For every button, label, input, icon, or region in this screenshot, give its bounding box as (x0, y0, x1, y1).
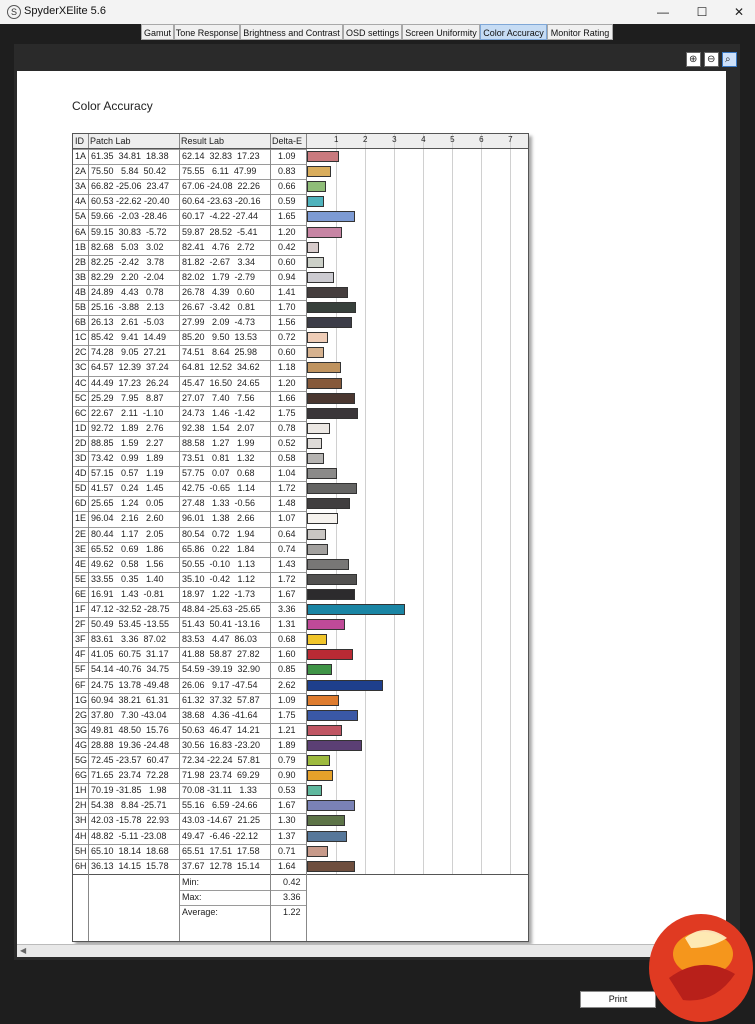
delta-e-bar (307, 468, 337, 479)
cell-patch-lab: 75.50 5.84 50.42 (91, 166, 167, 177)
cell-delta-e: 1.20 (278, 377, 296, 388)
cell-delta-e: 1.75 (278, 709, 296, 720)
column-divider (270, 134, 271, 941)
delta-e-bar (307, 453, 324, 464)
cell-delta-e: 1.72 (278, 483, 296, 494)
delta-e-bar (307, 347, 324, 358)
cell-delta-e: 1.04 (278, 468, 296, 479)
cell-result-lab: 18.97 1.22 -1.73 (182, 588, 256, 599)
cell-patch-lab: 25.65 1.24 0.05 (91, 498, 164, 509)
cell-delta-e: 1.89 (278, 739, 296, 750)
cell-result-lab: 30.56 16.83 -23.20 (182, 739, 261, 750)
zoom-out-icon: ⊖ (707, 54, 716, 65)
cell-id: 6G (75, 770, 88, 781)
report-page (17, 71, 726, 944)
cell-result-lab: 71.98 23.74 69.29 (182, 770, 260, 781)
cell-id: 1D (75, 422, 87, 433)
cell-id: 5F (75, 664, 86, 675)
cell-patch-lab: 71.65 23.74 72.28 (91, 770, 169, 781)
scale-label: 7 (508, 135, 513, 144)
cell-id: 2H (75, 800, 87, 811)
delta-e-bar (307, 498, 350, 509)
delta-e-bar (307, 257, 324, 268)
cell-id: 1E (75, 513, 87, 524)
cell-patch-lab: 80.44 1.17 2.05 (91, 528, 164, 539)
cell-id: 5D (75, 483, 87, 494)
cell-id: 1H (75, 785, 87, 796)
tab-tone-response[interactable]: Tone Response (174, 24, 240, 40)
cell-patch-lab: 22.67 2.11 -1.10 (91, 407, 164, 418)
minimize-button[interactable]: — (657, 5, 669, 19)
cell-result-lab: 50.63 46.47 14.21 (182, 724, 260, 735)
delta-e-bar (307, 393, 355, 404)
cell-result-lab: 57.75 0.07 0.68 (182, 468, 255, 479)
cell-id: 6C (75, 407, 87, 418)
cell-delta-e: 0.66 (278, 181, 296, 192)
cell-delta-e: 0.52 (278, 437, 296, 448)
cell-id: 4E (75, 558, 87, 569)
delta-e-bar (307, 317, 352, 328)
cell-delta-e: 1.21 (278, 724, 296, 735)
cell-id: 4D (75, 468, 87, 479)
cell-id: 2E (75, 528, 87, 539)
cell-patch-lab: 66.82 -25.06 23.47 (91, 181, 170, 192)
cell-result-lab: 26.06 9.17 -47.54 (182, 679, 258, 690)
cell-patch-lab: 42.03 -15.78 22.93 (91, 815, 170, 826)
cell-result-lab: 49.47 -6.46 -22.12 (182, 830, 259, 841)
cell-delta-e: 1.37 (278, 830, 296, 841)
cell-result-lab: 27.48 1.33 -0.56 (182, 498, 256, 509)
title-bar (0, 0, 755, 24)
delta-e-bar (307, 740, 362, 751)
cell-patch-lab: 44.49 17.23 26.24 (91, 377, 169, 388)
cell-patch-lab: 82.68 5.03 3.02 (91, 241, 164, 252)
cell-delta-e: 0.79 (278, 755, 296, 765)
cell-delta-e: 1.20 (278, 226, 296, 237)
cell-patch-lab: 70.19 -31.85 1.98 (91, 785, 167, 796)
cell-result-lab: 92.38 1.54 2.07 (182, 422, 255, 433)
delta-e-bar (307, 423, 330, 434)
header-result-lab: Result Lab (180, 134, 270, 149)
horizontal-scrollbar[interactable] (17, 944, 726, 957)
cell-id: 5C (75, 392, 87, 403)
cell-delta-e: 1.64 (278, 860, 296, 871)
cell-result-lab: 60.64 -23.63 -20.16 (182, 196, 261, 207)
cell-delta-e: 0.68 (278, 634, 296, 645)
cell-patch-lab: 83.61 3.36 87.02 (91, 634, 167, 645)
cell-delta-e: 0.42 (278, 241, 296, 252)
cell-patch-lab: 57.15 0.57 1.19 (91, 468, 164, 479)
cell-patch-lab: 50.49 53.45 -13.55 (91, 619, 170, 630)
cell-result-lab: 85.20 9.50 13.53 (182, 332, 258, 343)
app-icon: S (7, 5, 21, 19)
cell-patch-lab: 24.75 13.78 -49.48 (91, 679, 170, 690)
cell-result-lab: 54.59 -39.19 32.90 (182, 664, 261, 675)
scale-gridline (510, 134, 511, 874)
delta-e-bar (307, 181, 326, 192)
delta-e-bar (307, 332, 328, 343)
print-button[interactable]: Print (580, 991, 656, 1008)
delta-e-bar (307, 619, 345, 630)
cell-result-lab: 61.32 37.32 57.87 (182, 694, 260, 705)
cell-delta-e: 0.90 (278, 770, 296, 781)
cell-patch-lab: 24.89 4.43 0.78 (91, 286, 164, 297)
cell-result-lab: 65.51 17.51 17.58 (182, 845, 260, 856)
cell-id: 2G (75, 709, 88, 720)
cell-patch-lab: 41.57 0.24 1.45 (91, 483, 164, 494)
cell-delta-e: 1.75 (278, 407, 296, 418)
maximize-button[interactable]: ☐ (696, 5, 708, 19)
cell-id: 3E (75, 543, 87, 554)
header-divider (73, 148, 528, 149)
header-scale (307, 134, 528, 149)
cell-delta-e: 0.60 (278, 347, 296, 358)
delta-e-bar (307, 680, 383, 691)
cell-result-lab: 73.51 0.81 1.32 (182, 453, 255, 463)
tab-gamut[interactable]: Gamut (141, 24, 174, 40)
cell-id: 3G (75, 724, 88, 735)
delta-e-bar (307, 710, 358, 721)
delta-e-bar (307, 800, 355, 811)
cell-id: 3H (75, 815, 87, 826)
delta-e-bar (307, 815, 345, 826)
tab-screen-uniformity[interactable]: Screen Uniformity (402, 24, 480, 40)
cell-id: 6F (75, 679, 86, 690)
cell-result-lab: 72.34 -22.24 57.81 (182, 755, 261, 765)
cell-patch-lab: 26.13 2.61 -5.03 (91, 317, 165, 328)
cell-result-lab: 82.02 1.79 -2.79 (182, 271, 256, 282)
delta-e-bar (307, 362, 341, 373)
delta-e-bar (307, 604, 405, 615)
cell-id: 6E (75, 588, 87, 599)
cell-delta-e: 0.72 (278, 332, 296, 343)
cell-id: 1F (75, 604, 86, 614)
delta-e-bar (307, 589, 355, 600)
cell-result-lab: 27.07 7.40 7.56 (182, 392, 255, 403)
delta-e-bar (307, 649, 353, 660)
cell-delta-e: 0.74 (278, 543, 296, 554)
cell-delta-e: 1.65 (278, 211, 296, 222)
cell-delta-e: 0.58 (278, 453, 296, 463)
tab-strip (0, 24, 755, 42)
scale-gridline (423, 134, 424, 874)
cell-id: 1C (75, 332, 87, 343)
zoom-fit-icon: ⌕ (725, 54, 731, 65)
cell-delta-e: 0.94 (278, 271, 296, 282)
zoom-in-button[interactable] (686, 52, 701, 67)
delta-e-bar (307, 695, 339, 706)
cell-patch-lab: 65.52 0.69 1.86 (91, 543, 164, 554)
cell-result-lab: 82.41 4.76 2.72 (182, 241, 255, 252)
cell-result-lab: 51.43 50.41 -13.16 (182, 619, 261, 630)
cell-delta-e: 1.66 (278, 392, 296, 403)
cell-delta-e: 3.36 (278, 604, 296, 614)
cell-delta-e: 1.09 (278, 694, 296, 705)
cell-delta-e: 1.43 (278, 558, 296, 569)
delta-e-bar (307, 664, 332, 675)
cell-id: 3D (75, 453, 87, 463)
cell-id: 6B (75, 317, 87, 328)
cell-patch-lab: 36.13 14.15 15.78 (91, 860, 169, 871)
cell-result-lab: 26.78 4.39 0.60 (182, 286, 255, 297)
summary-label: Min: (182, 876, 200, 887)
cell-patch-lab: 28.88 19.36 -24.48 (91, 739, 170, 750)
tab-brightness-contrast[interactable]: Brightness and Contrast (240, 24, 343, 40)
cell-result-lab: 50.55 -0.10 1.13 (182, 558, 256, 569)
cell-result-lab: 55.16 6.59 -24.66 (182, 800, 258, 811)
cell-delta-e: 0.78 (278, 422, 296, 433)
column-divider (306, 134, 307, 941)
cell-delta-e: 2.62 (278, 679, 296, 690)
cell-patch-lab: 82.25 -2.42 3.78 (91, 256, 165, 267)
scale-gridline (452, 134, 453, 874)
close-button[interactable]: ✕ (733, 5, 745, 19)
cell-id: 3C (75, 362, 87, 373)
header-id: ID (73, 134, 90, 149)
cell-result-lab: 67.06 -24.08 22.26 (182, 181, 261, 192)
cell-patch-lab: 64.57 12.39 37.24 (91, 362, 169, 373)
cell-delta-e: 1.07 (278, 513, 296, 524)
delta-e-bar (307, 287, 348, 298)
cell-patch-lab: 65.10 18.14 18.68 (91, 845, 169, 856)
delta-e-bar (307, 302, 356, 313)
cell-id: 4F (75, 649, 86, 660)
scale-label: 4 (421, 135, 426, 144)
cell-id: 1G (75, 694, 88, 705)
cell-delta-e: 1.60 (278, 649, 296, 660)
delta-e-bar (307, 785, 322, 796)
cell-delta-e: 0.83 (278, 166, 296, 177)
color-accuracy-table (72, 133, 529, 942)
cell-delta-e: 1.41 (278, 286, 296, 297)
cell-result-lab: 62.14 32.83 17.23 (182, 151, 260, 161)
delta-e-bar (307, 196, 324, 207)
cell-result-lab: 88.58 1.27 1.99 (182, 437, 255, 448)
cell-result-lab: 74.51 8.64 25.98 (182, 347, 258, 358)
cell-result-lab: 26.67 -3.42 0.81 (182, 302, 256, 312)
cell-patch-lab: 33.55 0.35 1.40 (91, 573, 164, 584)
summary-value: 0.42 (283, 876, 301, 887)
cell-patch-lab: 48.82 -5.11 -23.08 (91, 830, 167, 841)
cell-delta-e: 1.31 (278, 619, 296, 630)
cell-patch-lab: 74.28 9.05 27.21 (91, 347, 167, 358)
tab-osd-settings[interactable]: OSD settings (343, 24, 402, 40)
cell-result-lab: 48.84 -25.63 -25.65 (182, 604, 261, 614)
cell-result-lab: 38.68 4.36 -41.64 (182, 709, 258, 720)
cell-result-lab: 45.47 16.50 24.65 (182, 377, 260, 388)
cell-delta-e: 0.53 (278, 785, 296, 796)
delta-e-bar (307, 242, 319, 253)
delta-e-bar (307, 483, 357, 494)
cell-delta-e: 0.60 (278, 256, 296, 267)
cell-id: 3B (75, 271, 87, 282)
cell-patch-lab: 25.16 -3.88 2.13 (91, 302, 165, 312)
cell-result-lab: 59.87 28.52 -5.41 (182, 226, 258, 237)
cell-patch-lab: 47.12 -32.52 -28.75 (91, 604, 170, 614)
cell-delta-e: 0.71 (278, 845, 296, 856)
zoom-out-button[interactable] (704, 52, 719, 67)
summary-value: 3.36 (283, 891, 301, 902)
cell-patch-lab: 96.04 2.16 2.60 (91, 513, 164, 524)
delta-e-bar (307, 544, 328, 555)
cell-delta-e: 1.18 (278, 362, 296, 373)
cell-id: 1A (75, 151, 87, 161)
cell-id: 6H (75, 860, 87, 871)
delta-e-bar (307, 574, 357, 585)
delta-e-bar (307, 831, 347, 842)
cell-id: 2C (75, 347, 87, 358)
column-divider (179, 134, 180, 941)
delta-e-bar (307, 770, 333, 781)
cell-id: 2B (75, 256, 87, 267)
cell-patch-lab: 49.81 48.50 15.76 (91, 724, 169, 735)
cell-delta-e: 1.72 (278, 573, 296, 584)
cell-result-lab: 27.99 2.09 -4.73 (182, 317, 256, 328)
cell-id: 2A (75, 166, 87, 177)
delta-e-bar (307, 408, 358, 419)
cell-delta-e: 0.59 (278, 196, 296, 207)
cell-result-lab: 35.10 -0.42 1.12 (182, 573, 256, 584)
cell-id: 5E (75, 573, 87, 584)
cell-delta-e: 0.64 (278, 528, 296, 539)
cell-result-lab: 43.03 -14.67 21.25 (182, 815, 261, 826)
cell-patch-lab: 72.45 -23.57 60.47 (91, 755, 170, 765)
delta-e-bar (307, 755, 330, 766)
cell-delta-e: 0.85 (278, 664, 296, 675)
tab-color-accuracy[interactable]: Color Accuracy (480, 24, 547, 40)
scale-label: 5 (450, 135, 455, 144)
cell-delta-e: 1.67 (278, 800, 296, 811)
cell-patch-lab: 25.29 7.95 8.87 (91, 392, 164, 403)
cell-patch-lab: 59.15 30.83 -5.72 (91, 226, 167, 237)
cell-id: 4A (75, 196, 87, 207)
scale-label: 1 (334, 135, 339, 144)
scale-label: 6 (479, 135, 484, 144)
cell-patch-lab: 73.42 0.99 1.89 (91, 453, 164, 463)
header-delta-e: Delta-E (271, 134, 307, 149)
cell-patch-lab: 61.35 34.81 18.38 (91, 151, 169, 161)
watermark-logo (645, 908, 755, 1024)
scale-gridline (481, 134, 482, 874)
cell-id: 5B (75, 302, 87, 312)
cell-patch-lab: 49.62 0.58 1.56 (91, 558, 164, 569)
cell-patch-lab: 37.80 7.30 -43.04 (91, 709, 167, 720)
cell-patch-lab: 41.05 60.75 31.17 (91, 649, 169, 660)
scale-label: 3 (392, 135, 397, 144)
cell-result-lab: 70.08 -31.11 1.33 (182, 785, 257, 796)
report-title: Color Accuracy (72, 99, 153, 113)
cell-delta-e: 1.09 (278, 151, 296, 161)
cell-patch-lab: 16.91 1.43 -0.81 (91, 588, 165, 599)
summary-label: Max: (182, 891, 202, 902)
scroll-left-icon[interactable]: ◀ (20, 946, 27, 955)
cell-result-lab: 80.54 0.72 1.94 (182, 528, 255, 539)
delta-e-bar (307, 861, 355, 872)
cell-id: 4C (75, 377, 87, 388)
zoom-in-icon: ⊕ (689, 54, 698, 65)
cell-id: 2D (75, 437, 87, 448)
delta-e-bar (307, 846, 328, 857)
cell-id: 5G (75, 755, 88, 765)
cell-result-lab: 60.17 -4.22 -27.44 (182, 211, 259, 222)
cell-id: 1B (75, 241, 87, 252)
delta-e-bar (307, 166, 331, 177)
cell-delta-e: 1.70 (278, 302, 296, 312)
cell-result-lab: 64.81 12.52 34.62 (182, 362, 260, 373)
summary-value: 1.22 (283, 907, 301, 917)
zoom-fit-button[interactable] (722, 52, 737, 67)
cell-patch-lab: 60.94 38.21 61.31 (91, 694, 169, 705)
cell-result-lab: 75.55 6.11 47.99 (182, 166, 257, 177)
delta-e-bar (307, 559, 349, 570)
cell-result-lab: 96.01 1.38 2.66 (182, 513, 255, 524)
cell-result-lab: 42.75 -0.65 1.14 (182, 483, 256, 494)
cell-result-lab: 81.82 -2.67 3.34 (182, 256, 256, 267)
summary-label: Average: (182, 907, 218, 917)
window-title: SpyderXElite 5.6 (24, 5, 106, 17)
cell-id: 3F (75, 634, 86, 645)
cell-result-lab: 83.53 4.47 86.03 (182, 634, 258, 645)
scale-label: 2 (363, 135, 368, 144)
cell-id: 6A (75, 226, 87, 237)
cell-result-lab: 24.73 1.46 -1.42 (182, 407, 256, 418)
cell-id: 4H (75, 830, 87, 841)
header-patch-lab: Patch Lab (89, 134, 180, 149)
cell-patch-lab: 88.85 1.59 2.27 (91, 437, 164, 448)
cell-result-lab: 41.88 58.87 27.82 (182, 649, 260, 660)
delta-e-bar (307, 513, 338, 524)
cell-patch-lab: 54.14 -40.76 34.75 (91, 664, 170, 675)
delta-e-bar (307, 634, 327, 645)
cell-delta-e: 1.48 (278, 498, 296, 509)
cell-patch-lab: 60.53 -22.62 -20.40 (91, 196, 170, 207)
cell-patch-lab: 92.72 1.89 2.76 (91, 422, 164, 433)
cell-patch-lab: 82.29 2.20 -2.04 (91, 271, 165, 282)
cell-id: 3A (75, 181, 87, 192)
cell-patch-lab: 59.66 -2.03 -28.46 (91, 211, 168, 222)
delta-e-bar (307, 725, 342, 736)
cell-delta-e: 1.67 (278, 588, 296, 599)
cell-id: 6D (75, 498, 87, 509)
delta-e-bar (307, 211, 355, 222)
cell-delta-e: 1.56 (278, 317, 296, 328)
cell-id: 2F (75, 619, 86, 630)
cell-id: 4B (75, 286, 87, 297)
delta-e-bar (307, 378, 342, 389)
delta-e-bar (307, 227, 342, 238)
cell-result-lab: 65.86 0.22 1.84 (182, 543, 255, 554)
cell-id: 5H (75, 845, 87, 856)
cell-id: 4G (75, 739, 88, 750)
delta-e-bar (307, 151, 339, 162)
delta-e-bar (307, 438, 322, 449)
delta-e-bar (307, 529, 326, 540)
cell-result-lab: 37.67 12.78 15.14 (182, 860, 260, 871)
column-divider (88, 134, 89, 941)
cell-patch-lab: 85.42 9.41 14.49 (91, 332, 167, 343)
cell-delta-e: 1.30 (278, 815, 296, 826)
scale-gridline (365, 134, 366, 874)
tab-monitor-rating[interactable]: Monitor Rating (547, 24, 613, 40)
cell-id: 5A (75, 211, 87, 222)
scale-gridline (394, 134, 395, 874)
delta-e-bar (307, 272, 334, 283)
cell-patch-lab: 54.38 8.84 -25.71 (91, 800, 167, 811)
